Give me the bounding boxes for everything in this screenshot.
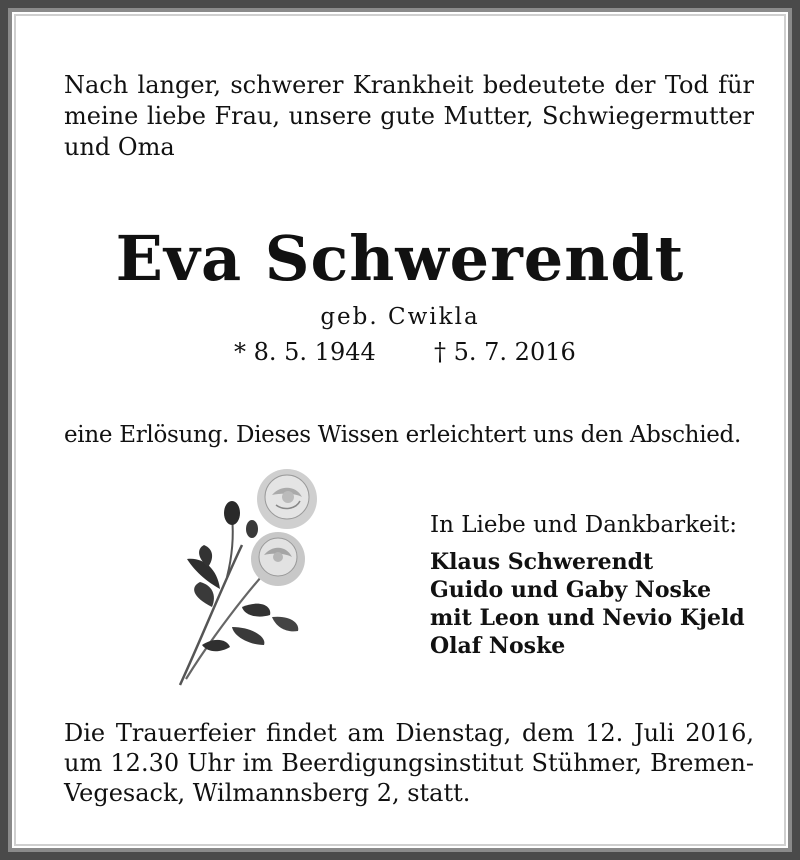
rose-illustration xyxy=(172,467,342,692)
signoff-text: In Liebe und Dankbarkeit: xyxy=(430,512,737,538)
maiden-name: geb. Cwikla xyxy=(320,304,480,330)
life-dates xyxy=(234,338,594,366)
intro-text: Nach langer, schwerer Krankheit bedeutete der Tod für meine liebe Frau, unsere gute Mutter, Schwiegermutter und Oma xyxy=(64,71,754,161)
mourner-name: Klaus Schwerendt xyxy=(430,549,654,575)
death-date: † 5. 7. 2016 xyxy=(434,338,576,366)
deceased-name: Eva Schwerendt xyxy=(115,222,685,295)
notice-panel xyxy=(8,8,792,852)
relief-text: eine Erlösung. Dieses Wissen erleichtert uns den Abschied. xyxy=(64,422,741,448)
mourner-name: mit Leon und Nevio Kjeld xyxy=(430,605,745,631)
birth-date: * 8. 5. 1944 xyxy=(234,338,376,366)
mourners-list xyxy=(430,548,745,660)
funeral-info: Die Trauerfeier findet am Dienstag, dem 12. Juli 2016, um 12.30 Uhr im Beerdigungsinstitut Stühmer, Bremen-Vegesack, Wilmannsberg 2, statt. xyxy=(64,719,754,807)
mourner-name: Olaf Noske xyxy=(430,633,566,659)
mourner-name: Guido und Gaby Noske xyxy=(430,577,712,603)
